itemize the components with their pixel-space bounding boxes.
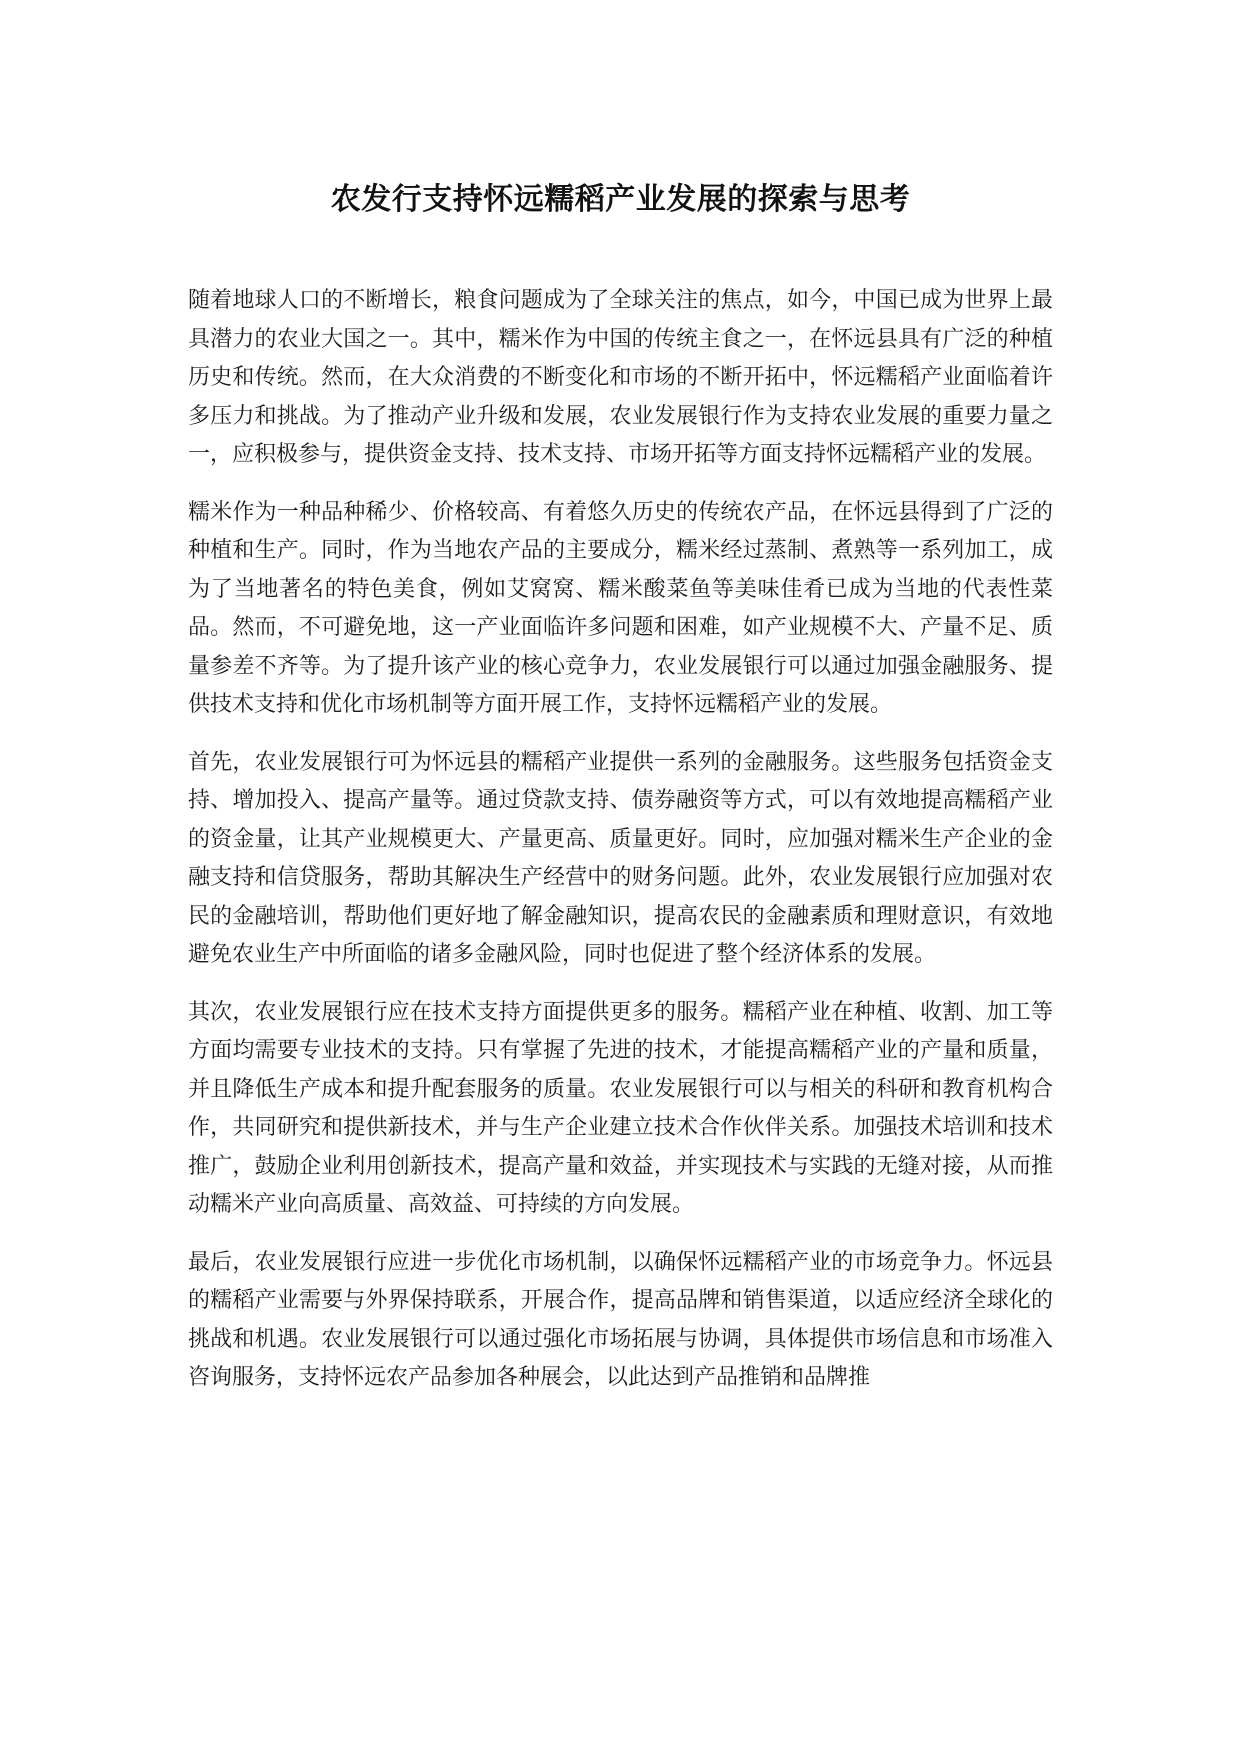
paragraph-background: 糯米作为一种品种稀少、价格较高、有着悠久历史的传统农产品，在怀远县得到了广泛的种植和生产。同时，作为当地农产品的主要成分，糯米经过蒸制、煮熟等一系列加工，成为了当地著名的特色美食，例如艾窝窝、糯米酸菜鱼等美味佳肴已成为当地的代表性菜品。然而，不可避免地，这一产业面临许多问题和困难，如产业规模不大、产量不足、质量参差不齐等。为了提升该产业的核心竞争力，农业发展银行可以通过加强金融服务、提供技术支持和优化市场机制等方面开展工作，支持怀远糯稻产业的发展。 <box>188 499 1053 717</box>
document-body <box>188 282 1053 1417</box>
document-title: 农发行支持怀远糯稻产业发展的探索与思考 <box>330 182 911 217</box>
paragraph-market-mechanism: 最后，农业发展银行应进一步优化市场机制，以确保怀远糯稻产业的市场竞争力。怀远县的糯稻产业需要与外界保持联系，开展合作，提高品牌和销售渠道，以适应经济全球化的挑战和机遇。农业发展银行可以通过强化市场拓展与协调，具体提供市场信息和市场准入咨询服务，支持怀远农产品参加各种展会，以此达到产品推销和品牌推 <box>188 1249 1053 1390</box>
paragraph-intro: 随着地球人口的不断增长，粮食问题成为了全球关注的焦点，如今，中国已成为世界上最具潜力的农业大国之一。其中，糯米作为中国的传统主食之一，在怀远县具有广泛的种植历史和传统。然而，在大众消费的不断变化和市场的不断开拓中，怀远糯稻产业面临着许多压力和挑战。为了推动产业升级和发展，农业发展银行作为支持农业发展的重要力量之一，应积极参与，提供资金支持、技术支持、市场开拓等方面支持怀远糯稻产业的发展。 <box>188 288 1053 467</box>
paragraph-financial-services: 首先，农业发展银行可为怀远县的糯稻产业提供一系列的金融服务。这些服务包括资金支持、增加投入、提高产量等。通过贷款支持、债券融资等方式，可以有效地提高糯稻产业的资金量，让其产业规模更大、产量更高、质量更好。同时，应加强对糯米生产企业的金融支持和信贷服务，帮助其解决生产经营中的财务问题。此外，农业发展银行应加强对农民的金融培训，帮助他们更好地了解金融知识，提高农民的金融素质和理财意识，有效地避免农业生产中所面临的诸多金融风险，同时也促进了整个经济体系的发展。 <box>188 749 1053 967</box>
paragraph-technical-support: 其次，农业发展银行应在技术支持方面提供更多的服务。糯稻产业在种植、收割、加工等方面均需要专业技术的支持。只有掌握了先进的技术，才能提高糯稻产业的产量和质量，并且降低生产成本和提升配套服务的质量。农业发展银行可以与相关的科研和教育机构合作，共同研究和提供新技术，并与生产企业建立技术合作伙伴关系。加强技术培训和技术推广，鼓励企业利用创新技术，提高产量和效益，并实现技术与实践的无缝对接，从而推动糯米产业向高质量、高效益、可持续的方向发展。 <box>188 999 1053 1217</box>
